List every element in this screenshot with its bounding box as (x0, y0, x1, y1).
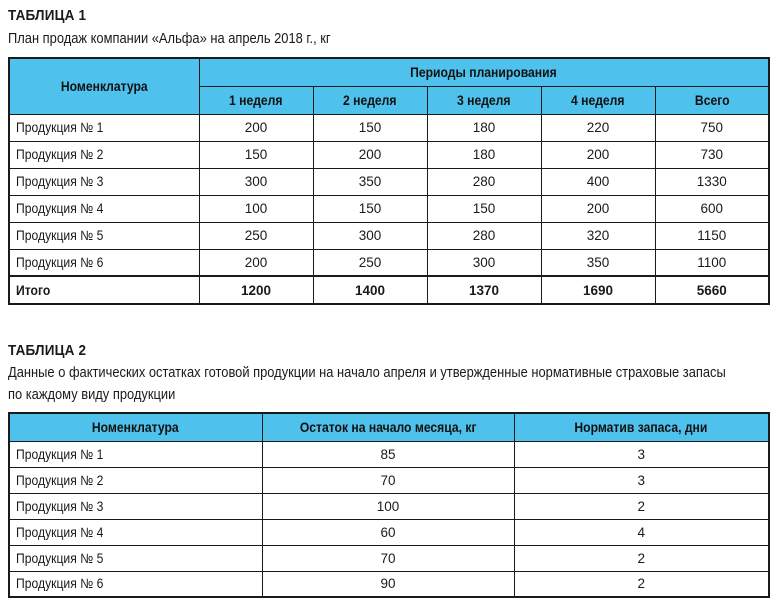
table-cell: 1150 (655, 222, 769, 249)
table-cell: 150 (199, 141, 313, 168)
table-cell: 100 (262, 493, 514, 519)
table-cell: 200 (199, 114, 313, 141)
table-cell: 300 (313, 222, 427, 249)
table-cell: 200 (313, 141, 427, 168)
table-cell: 200 (541, 195, 655, 222)
table1-header-week3: 3 неделя (427, 86, 541, 114)
table1-caption: План продаж компании «Альфа» на апрель 2018 г., кг (8, 30, 331, 47)
row-label: Продукция № 6 (9, 571, 262, 597)
table-cell: 1200 (199, 276, 313, 304)
table-row (9, 545, 769, 571)
table-cell: 250 (199, 222, 313, 249)
table-row (9, 249, 769, 276)
row-label: Продукция № 6 (9, 249, 199, 276)
row-label: Продукция № 5 (9, 545, 262, 571)
table-row (9, 467, 769, 493)
table-row (9, 195, 769, 222)
row-label: Продукция № 5 (9, 222, 199, 249)
table-cell: 320 (541, 222, 655, 249)
table-row (9, 114, 769, 141)
table1-header-week2: 2 неделя (313, 86, 427, 114)
table2 (8, 412, 770, 598)
row-label: Продукция № 4 (9, 195, 199, 222)
table-cell: 350 (541, 249, 655, 276)
row-label: Продукция № 1 (9, 114, 199, 141)
table-cell: 100 (199, 195, 313, 222)
row-label: Продукция № 3 (9, 493, 262, 519)
total-label: Итого (9, 276, 199, 304)
table1-header-name: Номенклатура (9, 58, 199, 114)
table-cell: 2 (514, 571, 769, 597)
table1 (8, 57, 770, 305)
table2-header-norm: Норматив запаса, дни (514, 413, 769, 441)
table-cell: 730 (655, 141, 769, 168)
table-cell: 90 (262, 571, 514, 597)
table-row (9, 493, 769, 519)
table1-header-week4: 4 неделя (541, 86, 655, 114)
table-cell: 4 (514, 519, 769, 545)
row-label: Продукция № 2 (9, 141, 199, 168)
table-cell: 1400 (313, 276, 427, 304)
table-cell: 180 (427, 114, 541, 141)
table-cell: 220 (541, 114, 655, 141)
table-cell: 200 (541, 141, 655, 168)
table-cell: 280 (427, 222, 541, 249)
table2-header-name: Номенклатура (9, 413, 262, 441)
table2-title: ТАБЛИЦА 2 (8, 342, 87, 359)
table-cell: 150 (313, 195, 427, 222)
table-cell: 70 (262, 545, 514, 571)
table2-header-stock: Остаток на начало месяца, кг (262, 413, 514, 441)
table-cell: 300 (427, 249, 541, 276)
table-cell: 180 (427, 141, 541, 168)
table-cell: 280 (427, 168, 541, 195)
table-total-row (9, 276, 769, 304)
table-cell: 1690 (541, 276, 655, 304)
table-cell: 3 (514, 467, 769, 493)
table-cell: 150 (427, 195, 541, 222)
table-row (9, 519, 769, 545)
table-cell: 1100 (655, 249, 769, 276)
table-cell: 1370 (427, 276, 541, 304)
table-cell: 60 (262, 519, 514, 545)
table-cell: 150 (313, 114, 427, 141)
table-cell: 250 (313, 249, 427, 276)
row-label: Продукция № 1 (9, 441, 262, 467)
table1-header-group: Периоды планирования (199, 58, 769, 86)
table-cell: 70 (262, 467, 514, 493)
table-cell: 350 (313, 168, 427, 195)
table-cell: 750 (655, 114, 769, 141)
row-label: Продукция № 2 (9, 467, 262, 493)
table-cell: 3 (514, 441, 769, 467)
table-cell: 5660 (655, 276, 769, 304)
table-row (9, 141, 769, 168)
table-cell: 85 (262, 441, 514, 467)
table-row (9, 571, 769, 597)
table1-header-total: Всего (655, 86, 769, 114)
table1-header-week1: 1 неделя (199, 86, 313, 114)
table-cell: 300 (199, 168, 313, 195)
row-label: Продукция № 3 (9, 168, 199, 195)
row-label: Продукция № 4 (9, 519, 262, 545)
table-cell: 2 (514, 545, 769, 571)
table-cell: 600 (655, 195, 769, 222)
table-row (9, 222, 769, 249)
table-cell: 200 (199, 249, 313, 276)
table-row (9, 168, 769, 195)
table-row (9, 441, 769, 467)
table-cell: 400 (541, 168, 655, 195)
table1-title: ТАБЛИЦА 1 (8, 7, 87, 24)
table-cell: 2 (514, 493, 769, 519)
table2-caption-line2: по каждому виду продукции (8, 386, 176, 403)
table2-caption-line1: Данные о фактических остатках готовой продукции на начало апреля и утвержденные нормативные страховые запасы (8, 364, 726, 381)
table-cell: 1330 (655, 168, 769, 195)
